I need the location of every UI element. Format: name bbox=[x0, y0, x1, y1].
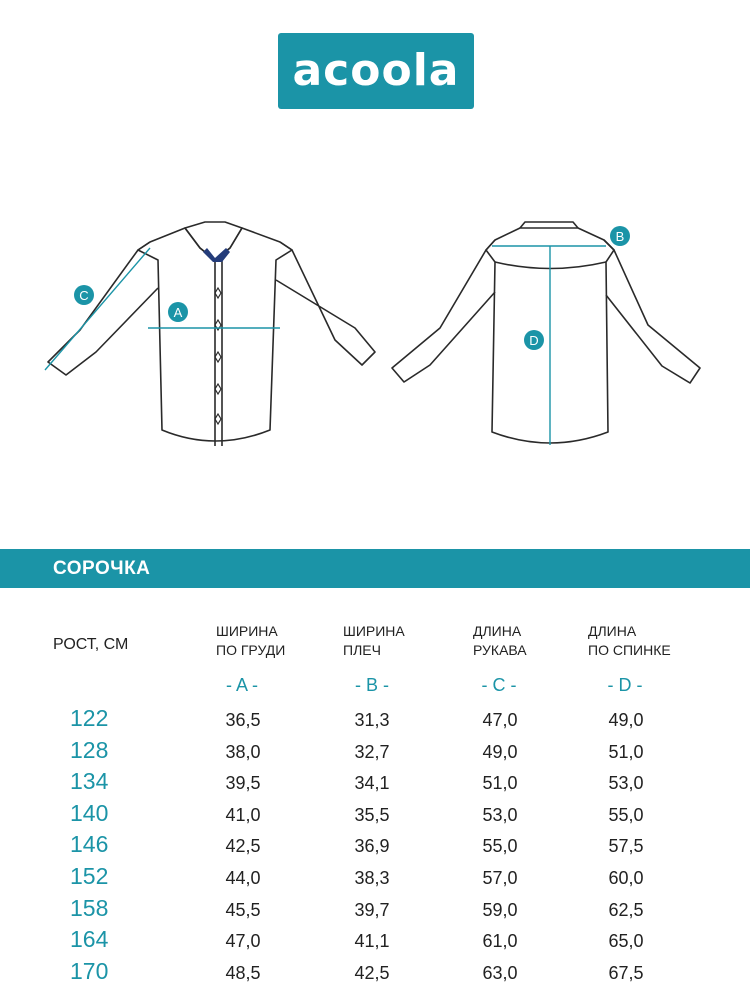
back-left-sleeve bbox=[392, 240, 495, 382]
sleeve-value: 53,0 bbox=[482, 804, 518, 825]
code-a: - A - bbox=[225, 675, 258, 695]
table-row bbox=[0, 735, 750, 767]
chest-value: 41,0 bbox=[225, 804, 261, 825]
header-back-length: ДЛИНА ПО СПИНКЕ bbox=[588, 623, 671, 658]
shoulder-value: 36,9 bbox=[354, 836, 390, 857]
shoulder-value: 31,3 bbox=[354, 710, 390, 730]
back-value: 53,0 bbox=[608, 773, 644, 794]
back-value: 55,0 bbox=[608, 804, 644, 825]
table-row bbox=[0, 861, 750, 893]
size-table bbox=[0, 703, 750, 987]
chest-value: 44,0 bbox=[225, 867, 261, 888]
height-value: 158 bbox=[70, 894, 109, 921]
sleeve-value: 51,0 bbox=[482, 773, 518, 794]
section-title-bar bbox=[0, 549, 750, 588]
sleeve-value: 55,0 bbox=[482, 836, 518, 857]
sleeve-value: 61,0 bbox=[482, 931, 518, 952]
sleeve-value: 47,0 bbox=[482, 710, 518, 730]
back-value: 51,0 bbox=[608, 741, 644, 762]
height-value: 134 bbox=[70, 768, 109, 795]
height-value: 140 bbox=[70, 799, 109, 826]
front-right-sleeve bbox=[276, 242, 375, 365]
back-value: 67,5 bbox=[608, 962, 644, 983]
shoulder-value: 41,1 bbox=[354, 931, 390, 952]
table-row bbox=[0, 766, 750, 798]
brand-logo bbox=[278, 33, 474, 109]
table-row bbox=[0, 829, 750, 861]
height-value: 122 bbox=[70, 705, 109, 731]
chest-value: 36,5 bbox=[225, 710, 261, 730]
shoulder-value: 34,1 bbox=[354, 773, 390, 794]
table-row bbox=[0, 893, 750, 925]
sleeve-value: 57,0 bbox=[482, 867, 518, 888]
code-b: - B - bbox=[355, 675, 389, 695]
marker-d: D bbox=[529, 333, 539, 348]
height-value: 128 bbox=[70, 736, 109, 763]
shoulder-value: 42,5 bbox=[354, 962, 390, 983]
back-value: 62,5 bbox=[608, 899, 644, 920]
shoulder-value: 32,7 bbox=[354, 741, 390, 762]
sleeve-value: 59,0 bbox=[482, 899, 518, 920]
header-chest-width: ШИРИНА ПО ГРУДИ bbox=[216, 623, 286, 658]
height-value: 152 bbox=[70, 862, 109, 889]
chest-value: 48,5 bbox=[225, 962, 261, 983]
code-c: - C - bbox=[481, 675, 517, 695]
height-value: 170 bbox=[70, 957, 109, 984]
table-row bbox=[0, 924, 750, 956]
code-d: - D - bbox=[607, 675, 643, 695]
height-value: 146 bbox=[70, 831, 109, 858]
back-value: 57,5 bbox=[608, 836, 644, 857]
section-title: СОРОЧКА bbox=[53, 558, 151, 579]
marker-b: B bbox=[615, 229, 625, 244]
table-row bbox=[0, 956, 750, 988]
shoulder-value: 38,3 bbox=[354, 867, 390, 888]
chest-value: 42,5 bbox=[225, 836, 261, 857]
header-shoulder-width: ШИРИНА ПЛЕЧ bbox=[343, 623, 405, 658]
sleeve-value: 49,0 bbox=[482, 741, 518, 762]
front-left-sleeve bbox=[48, 242, 158, 375]
height-value: 164 bbox=[70, 926, 109, 953]
shoulder-value: 39,7 bbox=[354, 899, 390, 920]
sleeve-value: 63,0 bbox=[482, 962, 518, 983]
chest-value: 47,0 bbox=[225, 931, 261, 952]
marker-c: C bbox=[79, 288, 89, 303]
shirt-measurement-diagram bbox=[0, 200, 750, 470]
header-height: РОСТ, СМ bbox=[53, 636, 129, 653]
chest-value: 39,5 bbox=[225, 773, 261, 794]
back-value: 49,0 bbox=[608, 710, 644, 730]
back-value: 60,0 bbox=[608, 867, 644, 888]
shoulder-value: 35,5 bbox=[354, 804, 390, 825]
chest-value: 45,5 bbox=[225, 899, 261, 920]
table-row bbox=[0, 798, 750, 830]
back-value: 65,0 bbox=[608, 931, 644, 952]
back-right-sleeve bbox=[604, 240, 700, 383]
chest-value: 38,0 bbox=[225, 741, 261, 762]
marker-a: A bbox=[173, 305, 183, 320]
table-row bbox=[0, 703, 750, 735]
brand-logo-text: acoola bbox=[292, 45, 460, 96]
front-collar bbox=[185, 222, 242, 260]
header-sleeve-length: ДЛИНА РУКАВА bbox=[473, 623, 527, 658]
